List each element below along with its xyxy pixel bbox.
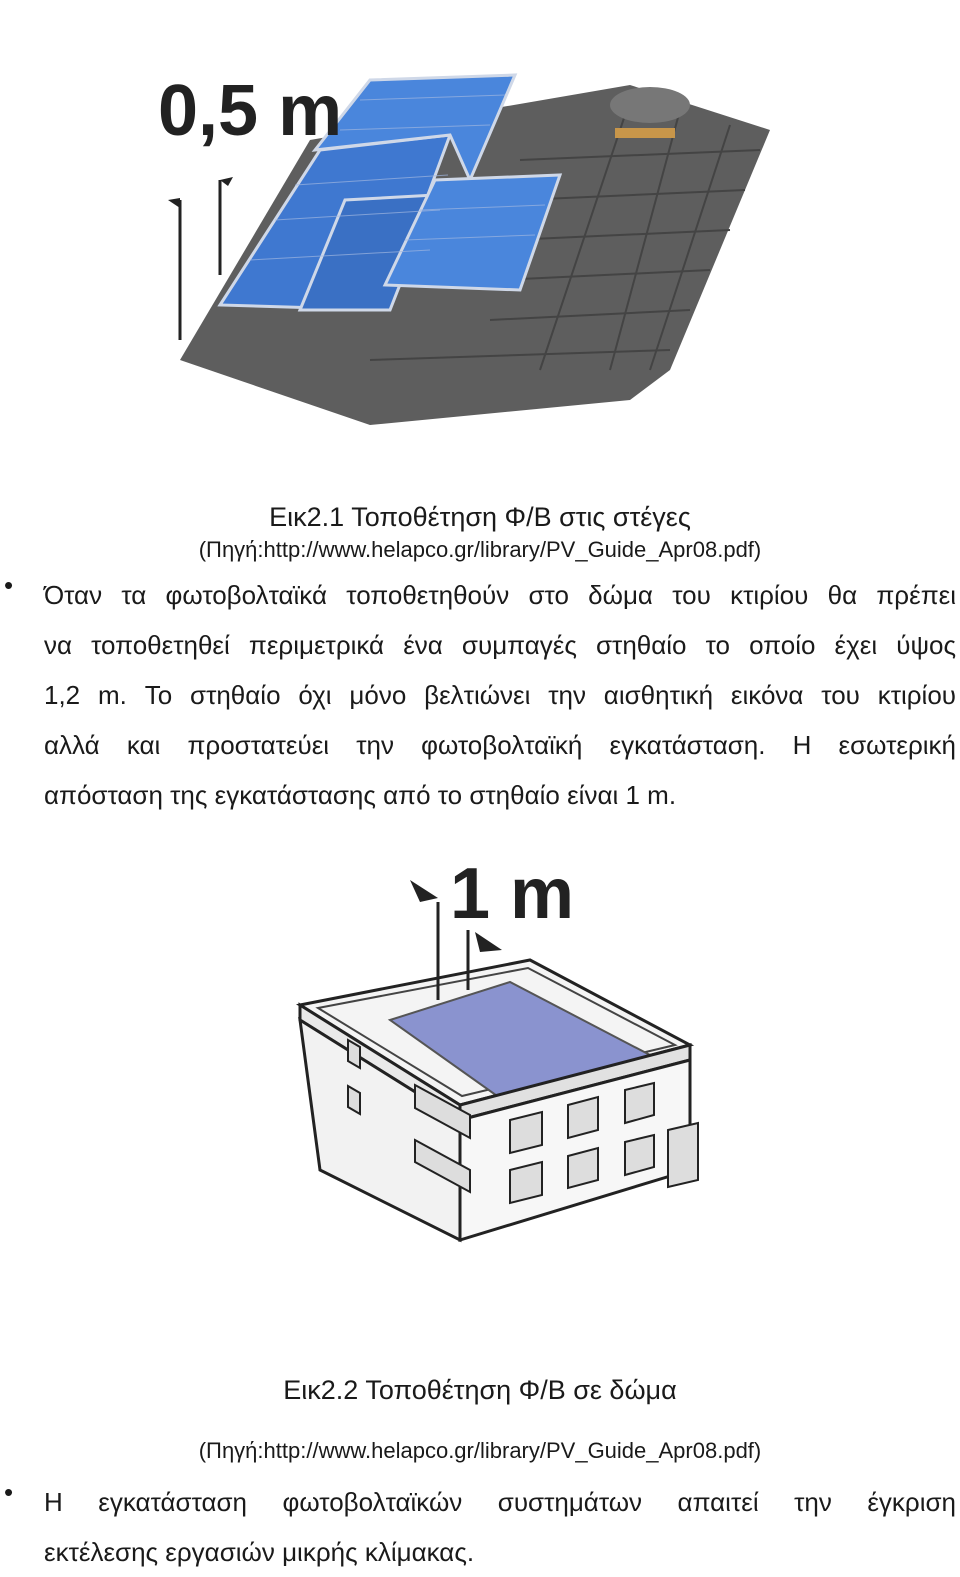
paragraph2-bullet: • bbox=[4, 1477, 14, 1507]
figure1-source: (Πηγή:http://www.helapco.gr/library/PV_Guide_Apr08.pdf) bbox=[198, 537, 762, 562]
paragraph2 bbox=[44, 1477, 956, 1577]
paragraph1-line: να τοποθετηθεί περιμετρικά ένα συμπαγές στηθαίο το οποίο έχει ύψος bbox=[44, 630, 956, 660]
dimension-label: 0,5 m bbox=[158, 71, 343, 151]
paragraph2-line: Η εγκατάσταση φωτοβολταϊκών συστημάτων απαιτεί την έγκριση bbox=[44, 1487, 956, 1517]
roof-pv-figure bbox=[70, 40, 890, 470]
roof-fixture bbox=[615, 128, 675, 138]
flat-roof-illustration bbox=[170, 840, 790, 1340]
paragraph1-line: απόσταση της εγκατάστασης από το στηθαίο είναι 1 m. bbox=[44, 780, 677, 810]
roof-vent bbox=[610, 87, 690, 123]
figure2-source: (Πηγή:http://www.helapco.gr/library/PV_Guide_Apr08.pdf) bbox=[198, 1438, 762, 1463]
paragraph1 bbox=[44, 570, 956, 820]
paragraph2-line: εκτέλεσης εργασιών μικρής κλίμακας. bbox=[44, 1537, 475, 1567]
roof-pv-illustration bbox=[70, 40, 890, 470]
dimension-label: 1 m bbox=[450, 854, 575, 934]
flat-roof-figure bbox=[170, 840, 790, 1340]
figure1-caption: Εικ2.1 Τοποθέτηση Φ/Β στις στέγες bbox=[269, 502, 691, 532]
figure2-caption: Εικ2.2 Τοποθέτηση Φ/Β σε δώμα bbox=[283, 1375, 677, 1405]
paragraph1-bullet: • bbox=[4, 570, 14, 600]
paragraph1-line: Όταν τα φωτοβολταϊκά τοποθετηθούν στο δώμα του κτιρίου θα πρέπει bbox=[44, 580, 956, 610]
paragraph1-line: αλλά και προστατεύει την φωτοβολταϊκή εγκατάσταση. Η εσωτερική bbox=[44, 730, 956, 760]
paragraph1-line: 1,2 m. Το στηθαίο όχι μόνο βελτιώνει την αισθητική εικόνα του κτιρίου bbox=[44, 680, 956, 710]
